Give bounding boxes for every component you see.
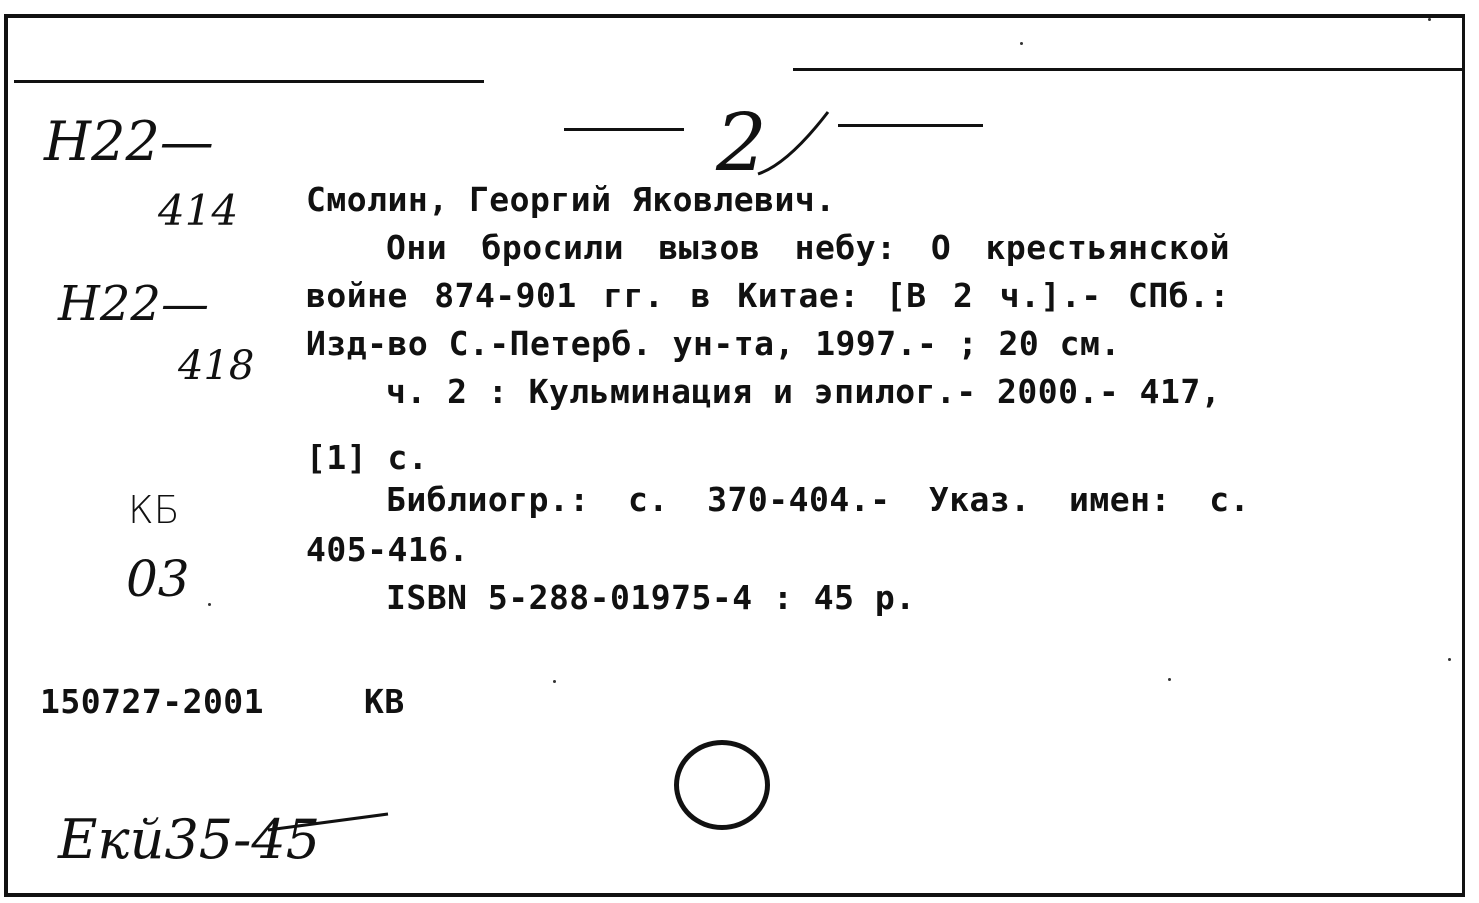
card-number: 150727-2001 bbox=[40, 682, 265, 721]
shelfmark-line-2: 414 bbox=[158, 186, 239, 235]
volume-line-1: ч. 2 : Кульминация и эпилог.- 2000.- 417, bbox=[386, 372, 1222, 411]
scan-speck bbox=[553, 680, 556, 683]
volume-dash-right bbox=[838, 124, 983, 127]
notes-line-2: 405-416. bbox=[306, 530, 469, 569]
volume-slash-icon bbox=[748, 104, 838, 184]
notes-line-1: Библиогр.: с. 370-404.- Указ. имен: с. bbox=[386, 480, 1250, 519]
shelfmark-line-1: Н22— bbox=[44, 110, 214, 173]
publisher-line: Изд-во С.-Петерб. ун-та, 1997.- ; 20 см. bbox=[306, 324, 1121, 363]
scan-speck bbox=[208, 603, 211, 606]
volume-dash-left bbox=[564, 128, 684, 131]
location-line-2: 03 bbox=[126, 550, 190, 608]
shelfmark-line-3: Н22— bbox=[58, 276, 209, 332]
shelfmark-line-4: 418 bbox=[178, 343, 255, 389]
author-heading: Смолин, Георгий Яковлевич. bbox=[306, 180, 836, 219]
title-line-1: Они бросили вызов небу: О крестьянской bbox=[386, 228, 1230, 267]
location-line-1: КБ bbox=[128, 488, 180, 532]
scan-speck bbox=[1448, 658, 1451, 661]
top-rule-left bbox=[14, 80, 484, 83]
catalog-card bbox=[4, 14, 1465, 897]
inventory-mark: Екй35-45 bbox=[58, 808, 321, 871]
scan-speck bbox=[1168, 678, 1171, 681]
title-line-2: войне 874-901 гг. в Китае: [В 2 ч.].- СПб.: bbox=[306, 276, 1230, 315]
volume-line-2: [1] с. bbox=[306, 438, 429, 477]
scan-speck bbox=[1020, 42, 1023, 45]
scan-speck bbox=[1428, 18, 1431, 21]
isbn-line: ISBN 5-288-01975-4 : 45 р. bbox=[386, 578, 916, 617]
volume-mark: 2 bbox=[716, 96, 767, 189]
inventory-underline-icon bbox=[258, 808, 398, 838]
card-code: КВ bbox=[364, 682, 405, 721]
punch-hole bbox=[674, 740, 770, 830]
top-rule-right bbox=[793, 68, 1463, 71]
